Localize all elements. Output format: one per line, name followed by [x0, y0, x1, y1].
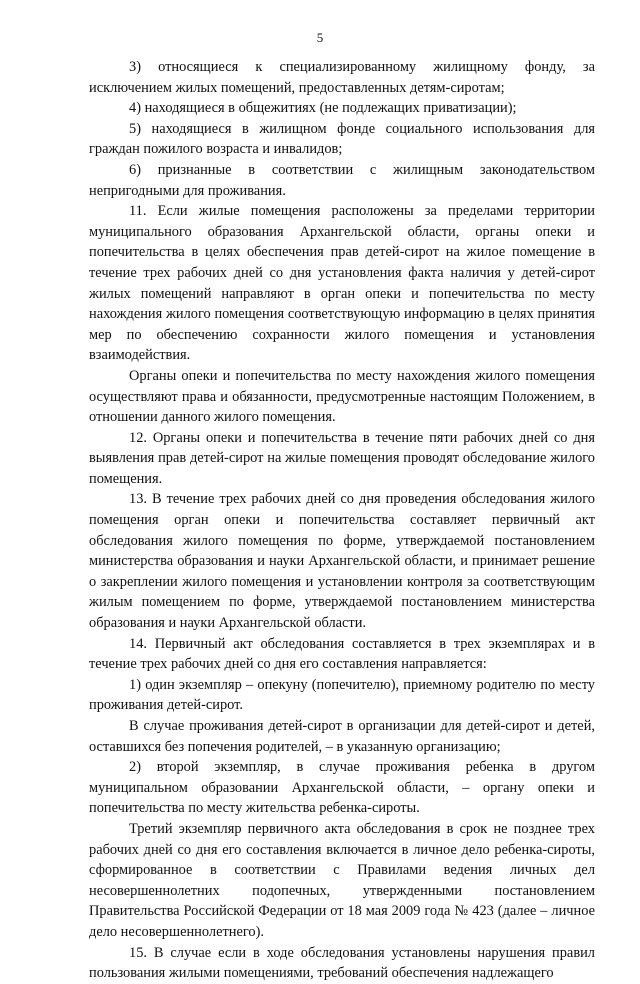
paragraph-clause-11-continued: Органы опеки и попечительства по месту нахождения жилого помещения осуществляют права и обязанности, предусмотренные настоящим Положением, в отношении данного жилого помещения.: [89, 367, 595, 426]
page-number: 5: [316, 30, 324, 45]
paragraph-clause-14-third-copy: Третий экземпляр первичного акта обследования в срок не позднее трех рабочих дней со дня его составления включается в личное дело ребенка-сироты, сформированное в соответствии с Правилами ведения личных дел несовершеннолетних подопечных, утвержденными постановлением Правительства Российской Федерации от 18 мая 2009 года № 423 (далее – личное дело несовершеннолетнего).: [89, 820, 595, 940]
paragraph-clause-14-item-2: 2) второй экземпляр, в случае проживания ребенка в другом муниципальном образовании Архангельской области, – органу опеки и попечительства по месту жительства ребенка-сироты.: [89, 759, 595, 817]
paragraph-clause-15: 15. В случае если в ходе обследования установлены нарушения правил пользования жилыми помещениями, требований обеспечения надлежащего: [89, 944, 595, 982]
paragraph-clause-14-item-1-note: В случае проживания детей-сирот в организации для детей-сирот и детей, оставшихся без попечения родителей, – в указанную организацию;: [89, 718, 595, 755]
paragraph-clause-11: 11. Если жилые помещения расположены за пределами территории муниципального образования Архангельской области, органы опеки и попечительства в целях обеспечения прав детей-сирот на жилое помещение в течение трех рабочих дней со дня установления факта наличия у детей-сирот жилых помещений направляют в орган опеки и попечительства по месту нахождения жилого помещения соответствующую информацию в целях принятия мер по обеспечению сохранности жилого помещения и установления взаимодействия.: [89, 203, 595, 364]
paragraph-clause-13: 13. В течение трех рабочих дней со дня проведения обследования жилого помещения орган опеки и попечительства составляет первичный акт обследования жилого помещения по форме, утверждаемой постановлением министерства образования и науки Архангельской области, и принимает решение о закреплении жилого помещения и установлении контроля за соответствующим жилым помещением по форме, утверждаемой постановлением министерства образования и науки Архангельской области.: [89, 491, 595, 632]
paragraph-clause-14: 14. Первичный акт обследования составляется в трех экземплярах и в течение трех рабочих дней со дня его составления направляется:: [89, 635, 595, 673]
document-body: [89, 57, 595, 984]
paragraph-clause-12: 12. Органы опеки и попечительства в течение пяти рабочих дней со дня выявления прав детей-сирот на жилые помещения проводят обследование жилого помещения.: [89, 429, 595, 487]
paragraph-item-6: 6) признанные в соответствии с жилищным законодательством непригодными для проживания.: [89, 161, 595, 199]
paragraph-item-4: 4) находящиеся в общежитиях (не подлежащих приватизации);: [129, 100, 517, 117]
paragraph-item-3: 3) относящиеся к специализированному жилищному фонду, за исключением жилых помещений, предоставленных детям-сиротам;: [89, 59, 595, 96]
paragraph-item-5: 5) находящиеся в жилищном фонде социального использования для граждан пожилого возраста и инвалидов;: [89, 120, 595, 158]
paragraph-clause-14-item-1: 1) один экземпляр – опекуну (попечителю), приемному родителю по месту проживания детей-сирот.: [89, 676, 595, 714]
